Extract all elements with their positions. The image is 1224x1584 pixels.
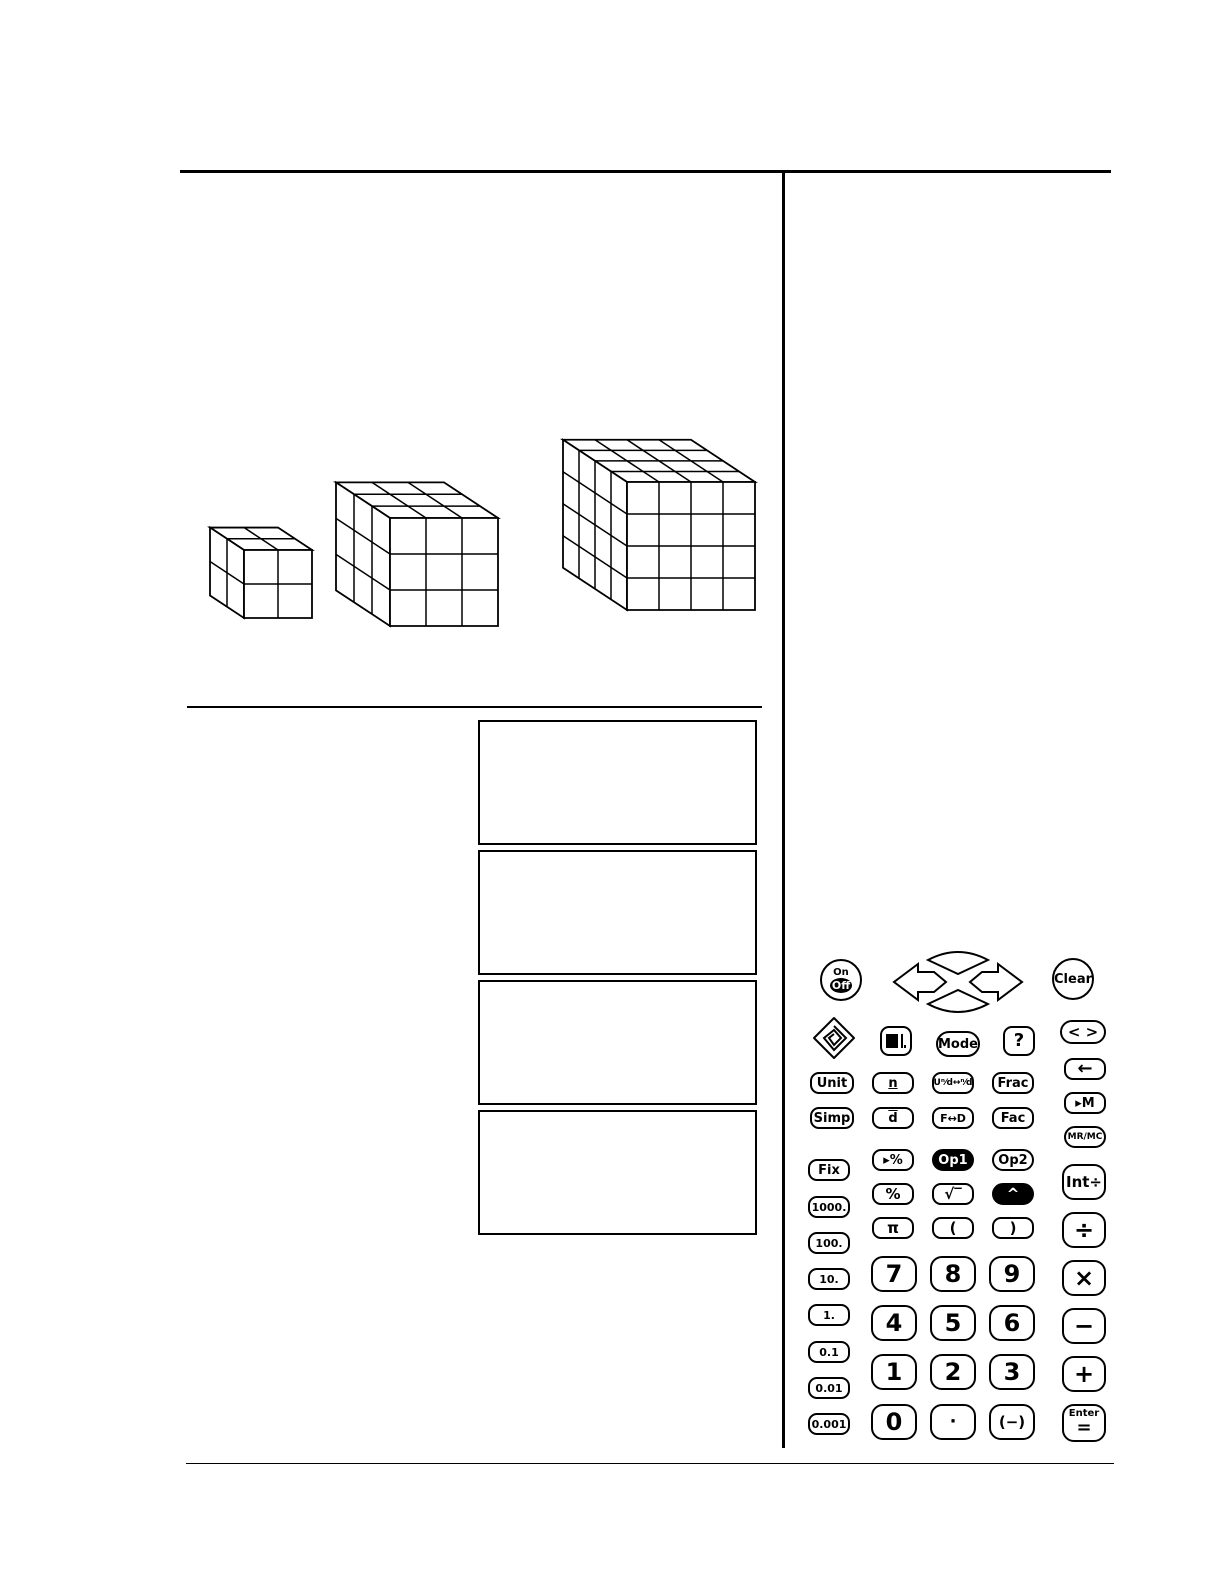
answer-screen-box-4: [478, 1110, 757, 1235]
display-format-icon: [885, 1033, 907, 1049]
negative-key[interactable]: (−): [989, 1404, 1035, 1440]
power-key[interactable]: ^: [992, 1183, 1034, 1205]
unit-key[interactable]: Unit: [810, 1072, 854, 1094]
key-5[interactable]: 5: [930, 1305, 976, 1341]
pi-key[interactable]: π: [872, 1217, 914, 1239]
down-arrow-key[interactable]: [928, 990, 988, 1012]
off-label: Off: [831, 978, 851, 992]
minus-key[interactable]: −: [1062, 1308, 1106, 1344]
fac-key[interactable]: Fac: [992, 1107, 1034, 1129]
square-root-key[interactable]: √‾: [932, 1183, 974, 1205]
divide-key[interactable]: ÷: [1062, 1212, 1106, 1248]
on-off-key[interactable]: [820, 959, 862, 1001]
numerator-key[interactable]: [872, 1072, 914, 1094]
plus-key[interactable]: +: [1062, 1356, 1106, 1392]
memory-recall-clear-key[interactable]: MR/MC: [1064, 1126, 1106, 1148]
multiply-key[interactable]: ×: [1062, 1260, 1106, 1296]
arrow-key-cluster: [890, 948, 1026, 1018]
op2-key[interactable]: Op2: [992, 1149, 1034, 1171]
key-9[interactable]: 9: [989, 1256, 1035, 1292]
store-memory-key[interactable]: ▸M: [1064, 1092, 1106, 1114]
backspace-key[interactable]: ←: [1064, 1058, 1106, 1080]
key-8[interactable]: 8: [930, 1256, 976, 1292]
enter-key[interactable]: [1062, 1404, 1106, 1442]
answer-screen-box-3: [478, 980, 757, 1105]
fix-0-01-key[interactable]: 0.01: [808, 1377, 850, 1399]
fix-1000-key[interactable]: 1000.: [808, 1196, 850, 1218]
cube-4x4x4: [563, 440, 755, 610]
cube-figures: [190, 430, 765, 650]
help-key[interactable]: ?: [1003, 1026, 1035, 1056]
simp-key[interactable]: Simp: [810, 1107, 854, 1129]
fix-0-001-key[interactable]: 0.001: [808, 1413, 850, 1435]
to-percent-key[interactable]: ▸%: [872, 1149, 914, 1171]
up-arrow-key[interactable]: [928, 952, 988, 974]
left-arrow-key[interactable]: [894, 964, 946, 1000]
key-3[interactable]: 3: [989, 1354, 1035, 1390]
key-4[interactable]: 4: [871, 1305, 917, 1341]
mixed-improper-key[interactable]: Uⁿ⁄d↔ⁿ⁄d: [932, 1072, 974, 1094]
bottom-rule: [186, 1463, 1114, 1464]
section-rule: [187, 706, 762, 708]
right-paren-key[interactable]: ): [992, 1217, 1034, 1239]
denominator-key[interactable]: [872, 1107, 914, 1129]
cube-2x2x2: [210, 528, 312, 618]
right-arrow-key[interactable]: [970, 964, 1022, 1000]
mode-key[interactable]: Mode: [936, 1031, 980, 1057]
fix-0-1-key[interactable]: 0.1: [808, 1341, 850, 1363]
fix-key[interactable]: Fix: [808, 1159, 850, 1181]
display-format-key[interactable]: [880, 1026, 912, 1056]
fraction-decimal-key[interactable]: F↔D: [932, 1107, 974, 1129]
answer-screen-box-2: [478, 850, 757, 975]
integer-divide-key[interactable]: Int÷: [1062, 1164, 1106, 1200]
fix-1-key[interactable]: 1.: [808, 1304, 850, 1326]
key-1[interactable]: 1: [871, 1354, 917, 1390]
decimal-key[interactable]: ·: [930, 1404, 976, 1440]
key-6[interactable]: 6: [989, 1305, 1035, 1341]
key-0[interactable]: 0: [871, 1404, 917, 1440]
op1-key[interactable]: Op1: [932, 1149, 974, 1171]
on-label: On: [833, 966, 849, 978]
key-7[interactable]: 7: [871, 1256, 917, 1292]
percent-key[interactable]: %: [872, 1183, 914, 1205]
fix-10-key[interactable]: 10.: [808, 1268, 850, 1290]
denominator-label: $\overline{d}$: [888, 1110, 898, 1126]
left-paren-key[interactable]: (: [932, 1217, 974, 1239]
fix-100-key[interactable]: 100.: [808, 1232, 850, 1254]
top-rule: [180, 170, 1111, 173]
toggle-key[interactable]: < >: [1060, 1020, 1106, 1044]
cube-3x3x3: [336, 482, 498, 626]
answer-screen-box-1: [478, 720, 757, 845]
column-divider: [782, 172, 785, 1448]
enter-label: Enter: [1068, 1408, 1100, 1419]
frac-key[interactable]: Frac: [992, 1072, 1034, 1094]
key-2[interactable]: 2: [930, 1354, 976, 1390]
second-function-key[interactable]: [812, 1016, 856, 1060]
equals-label: =: [1076, 1417, 1092, 1438]
numerator-label: n: [888, 1075, 898, 1091]
clear-key[interactable]: Clear: [1052, 958, 1094, 1000]
